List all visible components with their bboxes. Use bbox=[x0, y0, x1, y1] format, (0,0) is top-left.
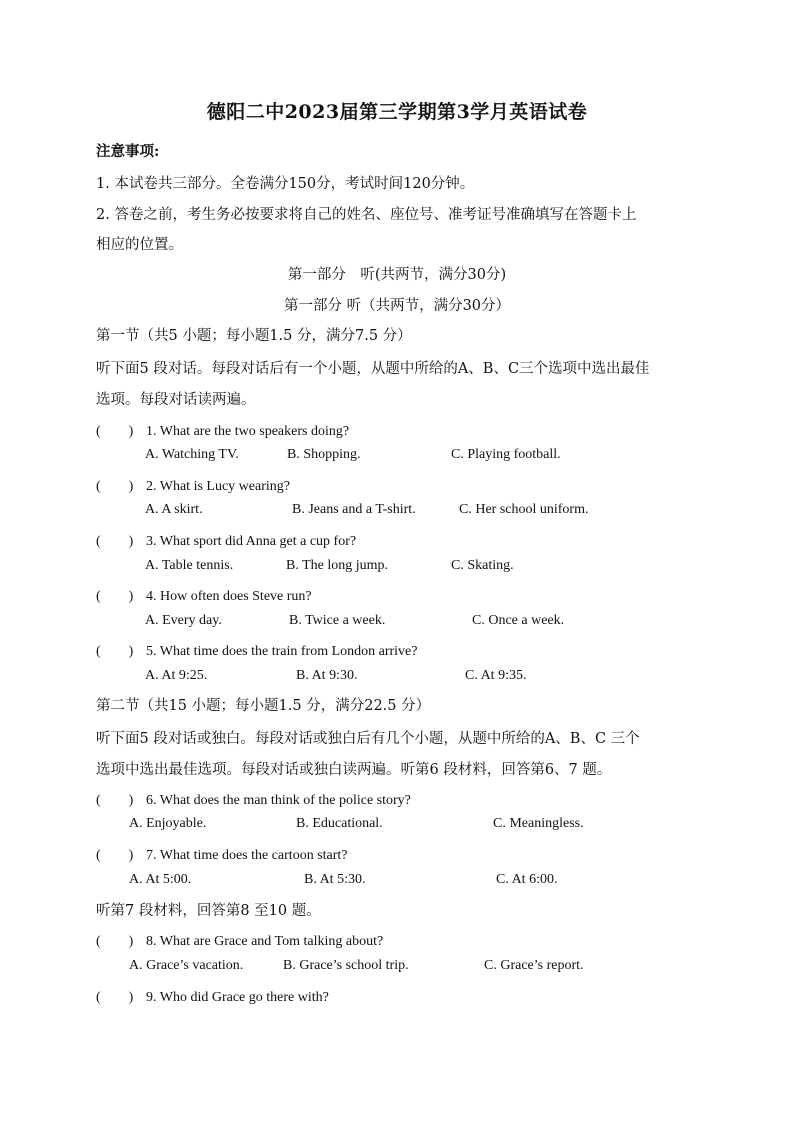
q5-option-b: B. At 9:30. bbox=[296, 668, 358, 683]
question-3 bbox=[96, 530, 356, 550]
section1-instruction-a: 听下面5 段对话。每段对话后有一个小题，从题中所给的A、B、C三个选项中选出最佳 bbox=[96, 361, 650, 377]
part1-heading: 第一部分 听(共两节，满分30分) bbox=[287, 267, 507, 283]
q3-option-c: C. Skating. bbox=[451, 558, 514, 573]
question-stem: 6. What does the man think of the police story? bbox=[146, 793, 411, 808]
question-stem: 8. What are Grace and Tom talking about? bbox=[146, 934, 384, 949]
answer-blank[interactable]: ( ) bbox=[96, 848, 134, 863]
question-stem: 5. What time does the train from London arrive? bbox=[146, 644, 418, 659]
section2-sub-instruction: 听第7 段材料，回答第8 至10 题。 bbox=[96, 903, 321, 919]
question-4 bbox=[96, 585, 312, 605]
q1-option-c: C. Playing football. bbox=[451, 447, 561, 462]
q8-option-b: B. Grace’s school trip. bbox=[283, 958, 409, 973]
question-stem: 1. What are the two speakers doing? bbox=[146, 424, 350, 439]
part1-heading-repeat: 第一部分 听（共两节，满分30分） bbox=[283, 298, 511, 314]
q6-option-b: B. Educational. bbox=[296, 816, 383, 831]
notice-line-2a: 2. 答卷之前，考生务必按要求将自己的姓名、座位号、准考证号准确填写在答题卡上 bbox=[96, 207, 637, 223]
question-9 bbox=[96, 986, 329, 1006]
q3-option-a: A. Table tennis. bbox=[145, 558, 234, 573]
question-5 bbox=[96, 640, 418, 660]
section2-instruction-a: 听下面5 段对话或独白。每段对话或独白后有几个小题，从题中所给的A、B、C 三个 bbox=[96, 731, 640, 747]
section2-instruction-b: 选项中选出最佳选项。每段对话或独白读两遍。听第6 段材料，回答第6、7 题。 bbox=[96, 762, 612, 778]
q8-option-c: C. Grace’s report. bbox=[484, 958, 584, 973]
q5-option-a: A. At 9:25. bbox=[145, 668, 208, 683]
section1-instruction-b: 选项。每段对话读两遍。 bbox=[96, 392, 256, 408]
q4-option-c: C. Once a week. bbox=[472, 613, 565, 628]
question-2 bbox=[96, 475, 290, 495]
question-stem: 9. Who did Grace go there with? bbox=[146, 990, 329, 1005]
q2-option-a: A. A skirt. bbox=[145, 502, 203, 517]
answer-blank[interactable]: ( ) bbox=[96, 479, 134, 494]
q6-option-a: A. Enjoyable. bbox=[129, 816, 207, 831]
q4-option-b: B. Twice a week. bbox=[289, 613, 386, 628]
answer-blank[interactable]: ( ) bbox=[96, 793, 134, 808]
question-stem: 2. What is Lucy wearing? bbox=[146, 479, 290, 494]
q2-option-c: C. Her school uniform. bbox=[459, 502, 589, 517]
answer-blank[interactable]: ( ) bbox=[96, 934, 134, 949]
answer-blank[interactable]: ( ) bbox=[96, 534, 134, 549]
section2-heading: 第二节（共15 小题；每小题1.5 分，满分22.5 分） bbox=[96, 698, 431, 714]
q7-option-c: C. At 6:00. bbox=[496, 872, 558, 887]
exam-title: 德阳二中2023届第三学期第3学月英语试卷 bbox=[206, 101, 588, 123]
q4-option-a: A. Every day. bbox=[145, 613, 222, 628]
answer-blank[interactable]: ( ) bbox=[96, 990, 134, 1005]
q8-option-a: A. Grace’s vacation. bbox=[129, 958, 244, 973]
notice-heading: 注意事项: bbox=[96, 143, 160, 160]
section1-heading: 第一节（共5 小题；每小题1.5 分，满分7.5 分） bbox=[96, 328, 412, 344]
q3-option-b: B. The long jump. bbox=[286, 558, 389, 573]
q7-option-b: B. At 5:30. bbox=[304, 872, 366, 887]
q1-option-a: A. Watching TV. bbox=[145, 447, 239, 462]
q7-option-a: A. At 5:00. bbox=[129, 872, 192, 887]
answer-blank[interactable]: ( ) bbox=[96, 589, 134, 604]
q6-option-c: C. Meaningless. bbox=[493, 816, 584, 831]
question-stem: 4. How often does Steve run? bbox=[146, 589, 312, 604]
q5-option-c: C. At 9:35. bbox=[465, 668, 527, 683]
question-1 bbox=[96, 420, 349, 440]
question-stem: 3. What sport did Anna get a cup for? bbox=[146, 534, 357, 549]
question-stem: 7. What time does the cartoon start? bbox=[146, 848, 348, 863]
question-6 bbox=[96, 789, 411, 809]
q1-option-b: B. Shopping. bbox=[287, 447, 361, 462]
question-7 bbox=[96, 844, 348, 864]
notice-line-1: 1. 本试卷共三部分。全卷满分150分，考试时间120分钟。 bbox=[96, 176, 475, 192]
answer-blank[interactable]: ( ) bbox=[96, 644, 134, 659]
question-8 bbox=[96, 930, 383, 950]
notice-line-2b: 相应的位置。 bbox=[96, 237, 183, 253]
q2-option-b: B. Jeans and a T-shirt. bbox=[292, 502, 416, 517]
answer-blank[interactable]: ( ) bbox=[96, 424, 134, 439]
